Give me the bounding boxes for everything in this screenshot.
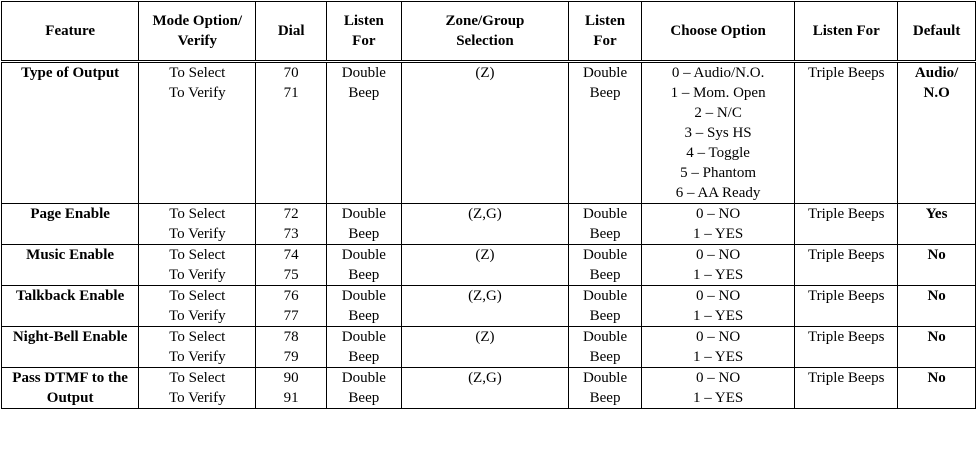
- dial-code: 70: [283, 65, 299, 81]
- listen-line: Beep: [589, 349, 621, 365]
- feature-cell: Talkback Enable: [2, 286, 139, 327]
- table-row: [2, 368, 976, 409]
- listen-line: Double: [582, 247, 628, 263]
- mode-line: To Select: [169, 65, 226, 81]
- listen-line: Beep: [589, 85, 621, 101]
- options-cell: [641, 62, 794, 204]
- listen-cell-3: Triple Beeps: [795, 286, 898, 327]
- mode-cell: [139, 245, 256, 286]
- dial-code: 71: [283, 85, 299, 101]
- option-line: 1 – YES: [692, 308, 744, 324]
- default-cell: No: [898, 286, 976, 327]
- option-line: 0 – NO: [695, 247, 741, 263]
- listen-cell-2: [569, 245, 642, 286]
- option-line: 1 – Mom. Open: [670, 85, 766, 101]
- table-row: [2, 327, 976, 368]
- listen-line: Beep: [348, 226, 380, 242]
- mode-line: To Verify: [169, 349, 226, 365]
- table-row: [2, 245, 976, 286]
- dial-cell: [256, 286, 327, 327]
- header-listen-for-2: Listen For: [569, 2, 642, 62]
- listen-line: Double: [341, 329, 386, 345]
- listen-line: Double: [341, 206, 386, 222]
- zone-cell: (Z,G): [401, 204, 569, 245]
- feature-programming-table: [1, 1, 976, 409]
- default-cell: Yes: [898, 204, 976, 245]
- listen-cell-2: [569, 368, 642, 409]
- header-feature: Feature: [2, 2, 139, 62]
- option-line: 1 – YES: [692, 267, 744, 283]
- feature-cell: Music Enable: [2, 245, 139, 286]
- options-cell: [641, 327, 794, 368]
- table-row: [2, 62, 976, 204]
- listen-line: Double: [582, 370, 628, 386]
- listen-line: Beep: [348, 390, 380, 406]
- listen-line: Double: [341, 65, 386, 81]
- options-cell: [641, 286, 794, 327]
- listen-line: Double: [582, 288, 628, 304]
- listen-cell-2: [569, 327, 642, 368]
- mode-line: To Verify: [169, 226, 226, 242]
- mode-cell: [139, 368, 256, 409]
- listen-cell-1: [326, 245, 401, 286]
- mode-cell: [139, 327, 256, 368]
- listen-line: Beep: [348, 308, 380, 324]
- mode-line: To Select: [169, 370, 226, 386]
- mode-cell: [139, 204, 256, 245]
- header-default: Default: [898, 2, 976, 62]
- header-dial: Dial: [256, 2, 327, 62]
- option-line: 1 – YES: [692, 226, 744, 242]
- option-line: 0 – NO: [695, 288, 741, 304]
- listen-cell-1: [326, 368, 401, 409]
- dial-cell: [256, 62, 327, 204]
- header-mode-option: Mode Option/ Verify: [139, 2, 256, 62]
- mode-line: To Verify: [169, 308, 226, 324]
- default-cell: Audio/ N.O: [898, 62, 976, 204]
- dial-code: 77: [283, 308, 299, 324]
- dial-cell: [256, 368, 327, 409]
- dial-code: 90: [283, 370, 299, 386]
- option-line: 1 – YES: [692, 349, 744, 365]
- option-line: 3 – Sys HS: [684, 125, 752, 141]
- feature-cell: Night-Bell Enable: [2, 327, 139, 368]
- option-line: 6 – AA Ready: [675, 185, 761, 201]
- option-line: 0 – NO: [695, 329, 741, 345]
- header-zone-group: Zone/Group Selection: [401, 2, 569, 62]
- listen-line: Beep: [348, 349, 380, 365]
- mode-cell: [139, 286, 256, 327]
- mode-line: To Verify: [169, 390, 226, 406]
- listen-line: Beep: [589, 226, 621, 242]
- dial-code: 79: [283, 349, 299, 365]
- option-line: 4 – Toggle: [686, 145, 750, 161]
- listen-line: Beep: [348, 85, 380, 101]
- listen-cell-1: [326, 286, 401, 327]
- dial-code: 74: [283, 247, 299, 263]
- header-listen-for-3: Listen For: [795, 2, 898, 62]
- listen-cell-2: [569, 204, 642, 245]
- mode-line: To Select: [169, 288, 226, 304]
- dial-cell: [256, 327, 327, 368]
- zone-cell: (Z): [401, 62, 569, 204]
- options-cell: [641, 204, 794, 245]
- default-cell: No: [898, 368, 976, 409]
- dial-code: 91: [283, 390, 299, 406]
- option-line: 0 – NO: [695, 206, 741, 222]
- listen-cell-1: [326, 62, 401, 204]
- dial-code: 75: [283, 267, 299, 283]
- mode-line: To Select: [169, 329, 226, 345]
- listen-line: Double: [341, 288, 386, 304]
- feature-cell: Type of Output: [2, 62, 139, 204]
- listen-cell-1: [326, 204, 401, 245]
- feature-cell: Pass DTMF to the Output: [2, 368, 139, 409]
- mode-line: To Verify: [169, 267, 226, 283]
- mode-line: To Verify: [169, 85, 226, 101]
- default-cell: No: [898, 245, 976, 286]
- header-choose-option: Choose Option: [641, 2, 794, 62]
- option-line: 0 – NO: [695, 370, 741, 386]
- option-line: 2 – N/C: [694, 105, 742, 121]
- listen-cell-3: Triple Beeps: [795, 245, 898, 286]
- default-cell: No: [898, 327, 976, 368]
- listen-cell-1: [326, 327, 401, 368]
- listen-line: Double: [341, 370, 386, 386]
- listen-cell-3: Triple Beeps: [795, 204, 898, 245]
- dial-code: 72: [283, 206, 299, 222]
- option-line: 1 – YES: [692, 390, 744, 406]
- mode-cell: [139, 62, 256, 204]
- mode-line: To Select: [169, 206, 226, 222]
- table-row: [2, 286, 976, 327]
- listen-cell-2: [569, 286, 642, 327]
- listen-cell-2: [569, 62, 642, 204]
- options-cell: [641, 368, 794, 409]
- listen-cell-3: Triple Beeps: [795, 327, 898, 368]
- zone-cell: (Z): [401, 327, 569, 368]
- mode-line: To Select: [169, 247, 226, 263]
- header-listen-for-1: Listen For: [326, 2, 401, 62]
- listen-line: Double: [582, 329, 628, 345]
- listen-line: Double: [341, 247, 386, 263]
- dial-code: 76: [283, 288, 299, 304]
- table-row: [2, 204, 976, 245]
- listen-cell-3: Triple Beeps: [795, 368, 898, 409]
- dial-cell: [256, 204, 327, 245]
- listen-line: Beep: [589, 308, 621, 324]
- option-line: 5 – Phantom: [680, 165, 756, 181]
- listen-line: Beep: [348, 267, 380, 283]
- listen-line: Double: [582, 65, 628, 81]
- listen-line: Beep: [589, 267, 621, 283]
- dial-cell: [256, 245, 327, 286]
- dial-code: 78: [283, 329, 299, 345]
- zone-cell: (Z,G): [401, 368, 569, 409]
- header-row: [2, 2, 976, 62]
- listen-cell-3: Triple Beeps: [795, 62, 898, 204]
- options-cell: [641, 245, 794, 286]
- zone-cell: (Z): [401, 245, 569, 286]
- listen-line: Beep: [589, 390, 621, 406]
- feature-cell: Page Enable: [2, 204, 139, 245]
- dial-code: 73: [283, 226, 299, 242]
- listen-line: Double: [582, 206, 628, 222]
- option-line: 0 – Audio/N.O.: [671, 65, 765, 81]
- zone-cell: (Z,G): [401, 286, 569, 327]
